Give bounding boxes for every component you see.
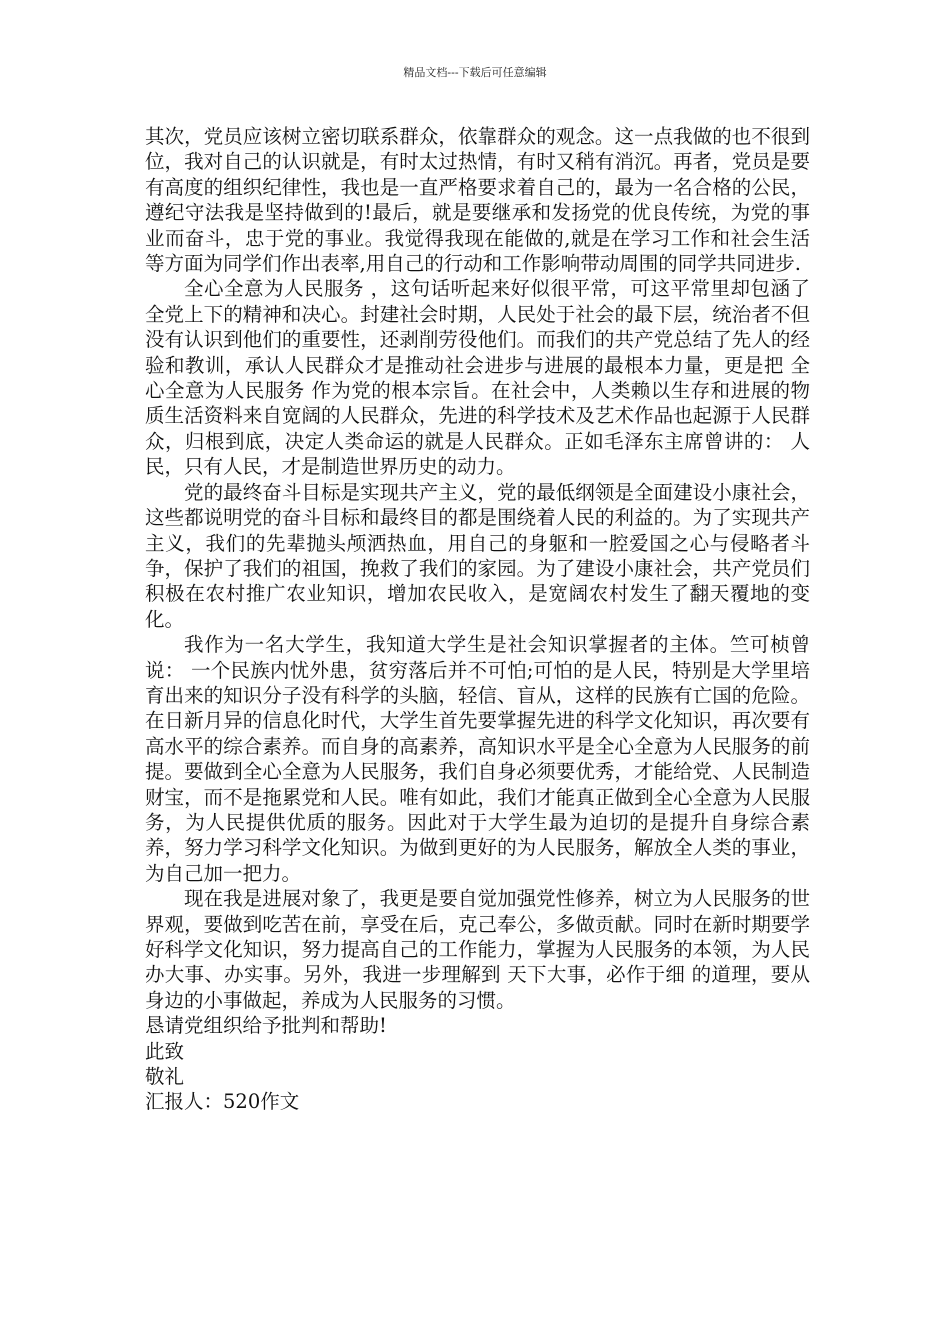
- signature: 汇报人：520作文: [145, 1090, 300, 1114]
- closing-salutation-1: 此致: [145, 1039, 185, 1063]
- closing-request: 恳请党组织给予批判和帮助!: [145, 1014, 387, 1038]
- paragraph-2: 全心全意为人民服务 ，这句话听起来好似很平常，可这平常里却包涵了全党上下的精神和决心。封建社会时期，人民处于社会的最下层，统治者不但没有认识到他们的重要性，还剥削劳役他们。而我们的共产党总结了先人的经验和教训，承认人民群众才是推动社会进步与进展的最根本力量，更是把 全心全意为人民服务 作为党的根本宗旨。在社会中，人类赖以生存和进展的物质生活资料来自宽阔的人民群众，先进的科学技术及艺术作品也起源于人民群众，归根到底，决定人类命运的就是人民群众。正如毛泽东主席曾讲的： 人民，只有人民，才是制造世界历史的动力。: [145, 277, 810, 479]
- paragraph-3: 党的最终奋斗目标是实现共产主义，党的最低纲领是全面建设小康社会，这些都说明党的奋斗目标和最终目的都是围绕着人民的利益的。为了实现共产主义，我们的先辈抛头颅洒热血，用自己的身躯和一腔爱国之心与侵略者斗争，保护了我们的祖国，挽救了我们的家园。为了建设小康社会，共产党员们积极在农村推广农业知识，增加农民收入，是宽阔农村发生了翻天覆地的变化。: [145, 480, 810, 631]
- paragraph-5: 现在我是进展对象了，我更是要自觉加强党性修养，树立为人民服务的世界观，要做到吃苦在前，享受在后，克己奉公，多做贡献。同时在新时期要学好科学文化知识，努力提高自己的工作能力，掌握为人民服务的本领，为人民办大事、办实事。另外，我进一步理解到 天下大事，必作于细 的道理，要从身边的小事做起，养成为人民服务的习惯。: [145, 887, 810, 1012]
- document-body: [145, 124, 810, 1115]
- paragraph-4: 我作为一名大学生，我知道大学生是社会知识掌握者的主体。竺可桢曾说： 一个民族内忧外患，贫穷落后并不可怕;可怕的是人民，特别是大学里培育出来的知识分子没有科学的头脑，轻信、盲从，这样的民族有亡国的危险。 在日新月异的信息化时代，大学生首先要掌握先进的科学文化知识，再次要有高水平的综合素养。而自身的高素养，高知识水平是全心全意为人民服务的前提。要做到全心全意为人民服务，我们自身必须要优秀，才能给党、人民制造财宝，而不是拖累党和人民。唯有如此，我们才能真正做到全心全意为人民服务，为人民提供优质的服务。因此对于大学生最为迫切的是提升自身综合素养，努力学习科学文化知识。为做到更好的为人民服务，解放全人类的事业，为自己加一把力。: [145, 633, 810, 885]
- page-header: 精品文档---下载后可任意编辑: [403, 66, 547, 79]
- paragraph-1: 其次，党员应该树立密切联系群众，依靠群众的观念。这一点我做的也不很到位，我对自己的认识就是，有时太过热情，有时又稍有消沉。再者，党员是要有高度的组织纪律性，我也是一直严格要求着自己的，最为一名合格的公民，遵纪守法我是坚持做到的!最后，就是要继承和发扬党的优良传统，为党的事业而奋斗，忠于党的事业。我觉得我现在能做的,就是在学习工作和社会生活等方面为同学们作出表率,用自己的行动和工作影响带动周围的同学共同进步.: [145, 125, 810, 276]
- closing-salutation-2: 敬礼: [145, 1065, 185, 1089]
